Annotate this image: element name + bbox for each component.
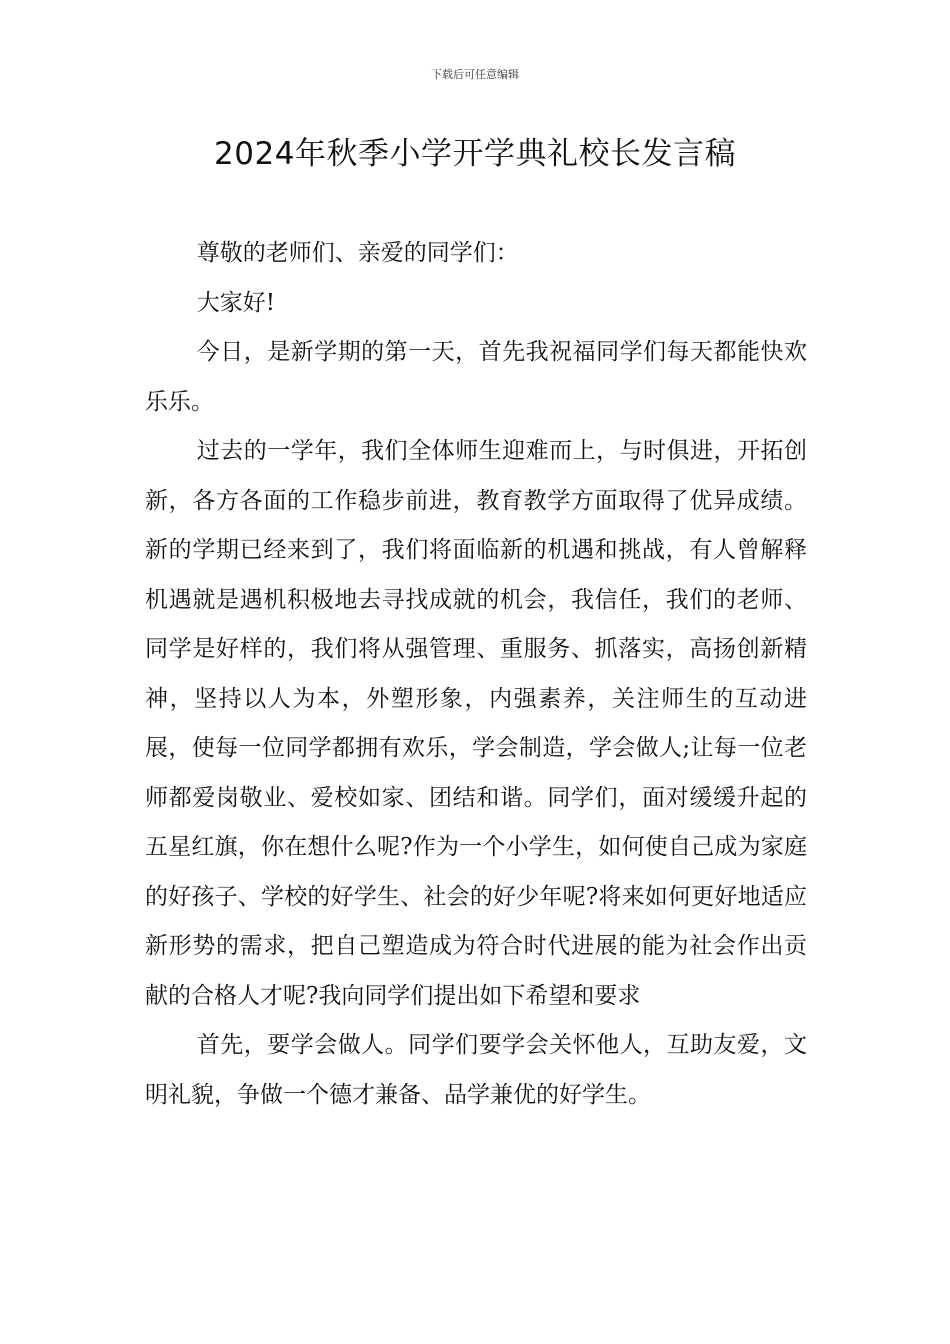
document-body	[145, 229, 807, 1120]
paragraph-review: 过去的一学年，我们全体师生迎难而上，与时俱进，开拓创新，各方各面的工作稳步前进，教育教学方面取得了优异成绩。新的学期已经来到了，我们将面临新的机遇和挑战，有人曾解释机遇就是遇机积极地去寻找成就的机会，我信任，我们的老师、同学是好样的，我们将从强管理、重服务、抓落实，高扬创新精神，坚持以人为本，外塑形象，内强素养，关注师生的互动进展，使每一位同学都拥有欢乐，学会制造，学会做人;让每一位老师都爱岗敬业、爱校如家、团结和谐。同学们，面对缓缓升起的五星红旗，你在想什么呢?作为一个小学生，如何使自己成为家庭的好孩子、学校的好学生、社会的好少年呢?将来如何更好地适应新形势的需求，把自己塑造成为符合时代进展的能为社会作出贡献的合格人才呢?我向同学们提出如下希望和要求	[145, 438, 807, 1009]
paragraph-opening: 今日，是新学期的第一天，首先我祝福同学们每天都能快欢乐乐。	[145, 339, 807, 415]
header-note: 下载后可任意编辑	[431, 68, 519, 81]
paragraph-first-request: 首先，要学会做人。同学们要学会关怀他人，互助友爱，文明礼貌，争做一个德才兼备、品学兼优的好学生。	[145, 1032, 807, 1108]
paragraph-salutation: 尊敬的老师们、亲爱的同学们：	[196, 240, 519, 266]
document-title: 2024年秋季小学开学典礼校长发言稿	[214, 136, 736, 172]
paragraph-greeting: 大家好!	[196, 289, 275, 316]
